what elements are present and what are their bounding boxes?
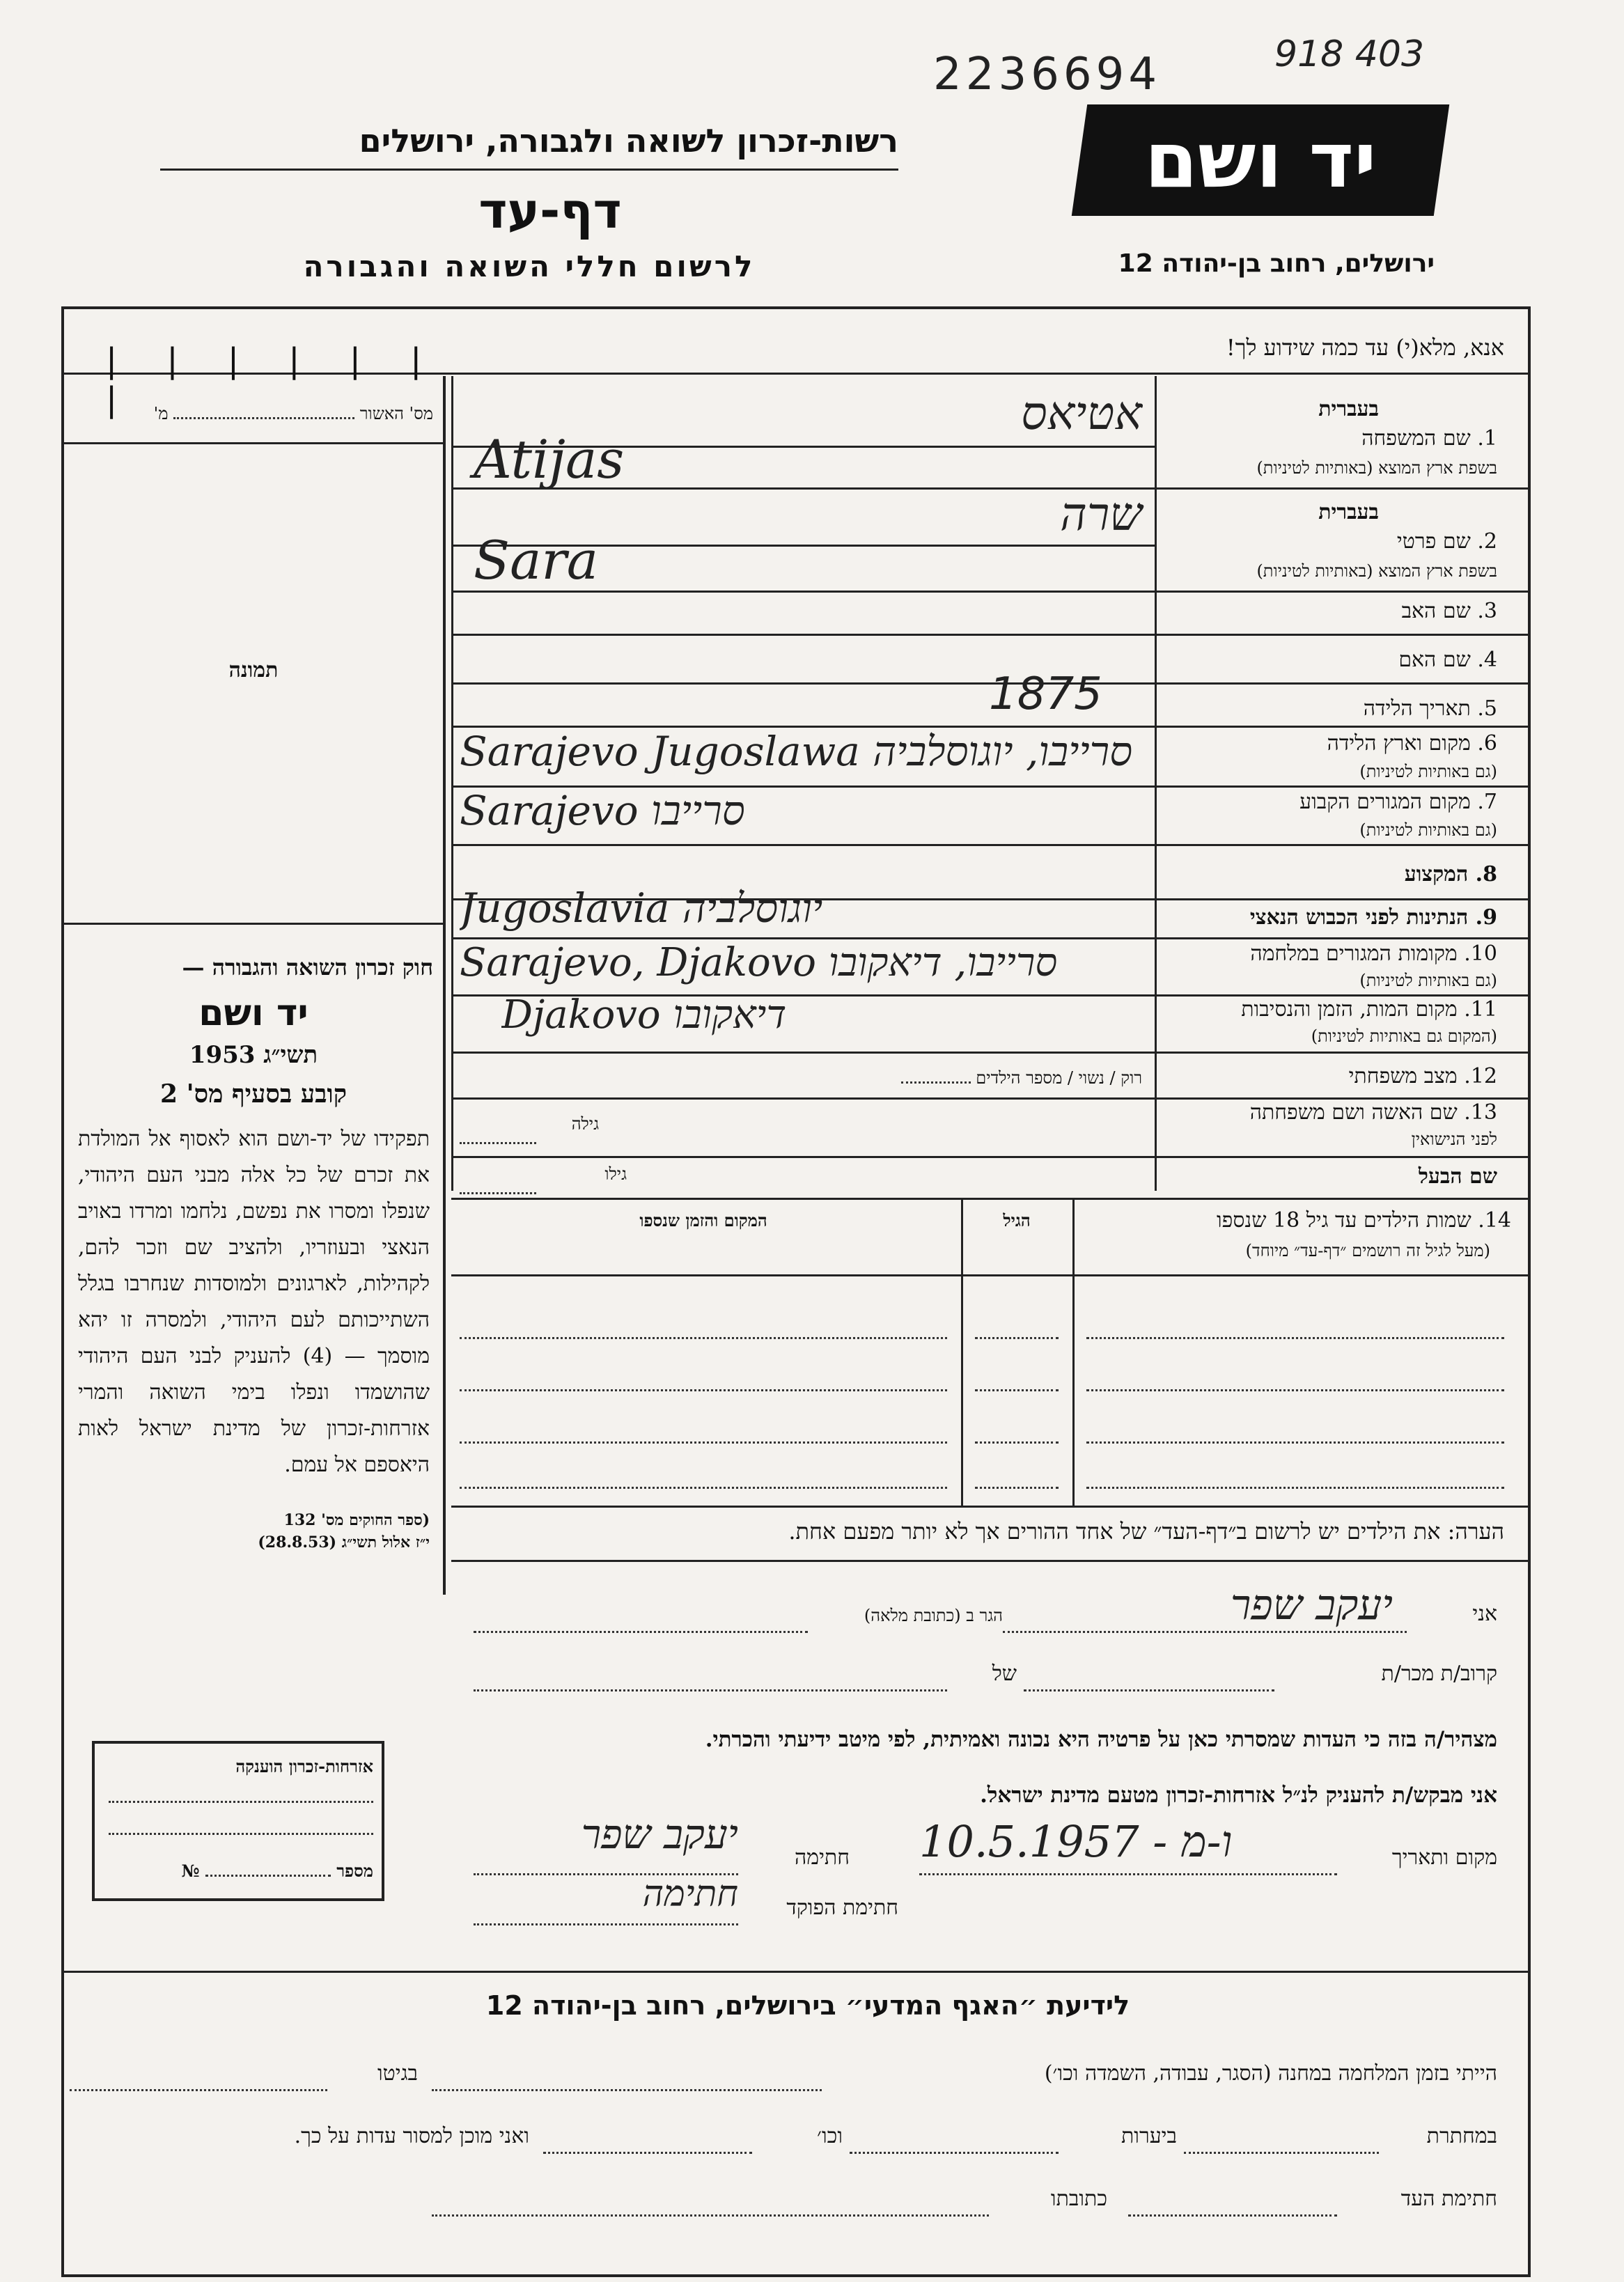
field-1-num: 1.: [1477, 426, 1497, 451]
field-6-text: מקום וארץ הלידה: [1327, 731, 1471, 756]
field-7-sub: (גם באותיות לטיניות): [1359, 820, 1497, 840]
field-13-label: [1163, 1100, 1497, 1125]
footer-address-label: כתובתו: [1050, 2187, 1107, 2211]
law-ref-2: י״ז אלול תשי״ג (28.8.53): [258, 1533, 430, 1552]
husband-name-label: שם הבעל: [1418, 1164, 1497, 1189]
law-section: קובע בסעיף מס' 2: [160, 1079, 347, 1109]
field-10-text: מקומות המגורים במלחמה: [1250, 941, 1458, 966]
field-13-age-label: גילה: [571, 1114, 599, 1134]
approval-number-label: [71, 404, 433, 424]
officer-signature-label: חתימת הפוקד: [786, 1896, 898, 1920]
field-11-value[interactable]: Djakovo דיאקובו: [501, 992, 787, 1038]
field-6-sub: (גם באותיות לטיניות): [1359, 762, 1497, 781]
field-7-label: [1163, 790, 1497, 814]
field-1-value-hebrew[interactable]: אטיאס: [1021, 386, 1142, 440]
field-1-lang: בעברית: [1318, 397, 1379, 421]
field-12-extra: [669, 1068, 1142, 1088]
field-11-sub: (המקום גם באותיות לטיניות): [1311, 1026, 1497, 1046]
form-title: דף-עד: [478, 182, 622, 240]
field-5-label: [1163, 696, 1497, 721]
field-13-sub: לפני הנישואין: [1411, 1130, 1497, 1149]
field-10-sub: (גם באותיות לטיניות): [1359, 971, 1497, 990]
field-10-num: 10.: [1464, 941, 1497, 966]
husband-age-label: גילו: [604, 1164, 627, 1184]
law-year: תשי״ג 1953: [189, 1041, 318, 1069]
certificate-title: אזרחות-זכרון הוענקה: [235, 1756, 373, 1776]
field-12-text: מצב משפחתי: [1348, 1064, 1458, 1088]
field-1-label: [1163, 426, 1497, 451]
field-7-value[interactable]: Sarajevo סרייבו: [460, 787, 745, 834]
field-1-value-latin[interactable]: Atijas: [474, 428, 625, 490]
footer-forests-label: ביערות: [1121, 2124, 1177, 2148]
law-ref-1: (ספר החוקים מס' 132: [283, 1511, 430, 1529]
witness-signature[interactable]: יעקב שפר: [581, 1811, 738, 1858]
law-text: תפקידו של יד-ושם הוא לאסוף אל המולדת את זכרם של כל אלה מבני העם היהודי, שנפלו ומסרו את נפשם, נלחמו ומרדו באויב הנאצי ובעוזריו, ולהציב שם וזכר להם, לקהילות, לארגונים ולמוסדות שנחרבו בגלל השתייכותם לעם היהודי, ולמסרה זו יהא מוסמך — (4) להעניק לבני העם היהודי שהושמדו ונפלו בימי השואה והמרי אזרחות-זכרון של מדינת ישראל לאות היאספם אל עמם.: [78, 1127, 430, 1477]
field-2-lang: בעברית: [1318, 500, 1379, 524]
field-7-num: 7.: [1477, 790, 1497, 814]
field-4-text: שם האם: [1398, 648, 1471, 672]
field-1-text: שם המשפחה: [1361, 426, 1471, 451]
field-2-value-hebrew[interactable]: שרה: [1060, 487, 1142, 541]
field-2-value-latin[interactable]: Sara: [474, 529, 599, 591]
field-6-num: 6.: [1477, 731, 1497, 756]
sidebar: [64, 341, 446, 1595]
witness-declaration: מצהיר/ה בזה כי העדות שמסרתי כאן על פרטיה היא נכונה ואמיתית, לפי מיטב ידיעתי והכרתי.: [705, 1727, 1497, 1752]
footer-ready-label: ואני מוכן למסור עדות על כך.: [294, 2124, 529, 2148]
witness-request: אני מבקש/ת להעניק לנ״ל אזרחות-זכרון מטעם מדינת ישראל.: [980, 1783, 1497, 1808]
field-5-num: 5.: [1477, 696, 1497, 721]
law-name: יד ושם: [198, 992, 309, 1034]
field-8-num: 8.: [1475, 862, 1497, 886]
witness-relative-label: קרוב/ת מכר/ת: [1381, 1662, 1497, 1686]
field-8-label: [1163, 862, 1497, 886]
children-age-header: הגיל: [1003, 1210, 1031, 1230]
children-text: שמות הילדים עד גיל 18 שנספו: [1217, 1208, 1471, 1233]
intro-text: אנא, מלא(י) עד כמה שידוע לך!: [1226, 334, 1504, 361]
witness-of-label: של: [992, 1662, 1017, 1686]
footer-etc-label: וכו׳: [817, 2124, 843, 2148]
field-3-text: שם האב: [1401, 599, 1471, 623]
field-9-num: 9.: [1475, 905, 1497, 930]
certificate-number-label: מספר: [336, 1861, 373, 1881]
certificate-number: [102, 1861, 373, 1882]
field-3-label: [1163, 599, 1497, 623]
field-9-text: הנתינות לפני הכבוש הנאצי: [1249, 905, 1469, 930]
children-label: [1079, 1208, 1511, 1233]
stamp-number-2: 918 403: [1274, 33, 1425, 75]
children-sub: (מעל לגיל זה רושמים ״דף-עד״ מיוחד): [1245, 1241, 1490, 1260]
field-12-label: [1163, 1064, 1497, 1088]
field-11-num: 11.: [1464, 997, 1497, 1022]
field-11-text: מקום המות, הזמן והנסיבות: [1241, 997, 1458, 1022]
children-note: הערה: את הילדים יש לרשום ב״דף-העד״ של אחד ההורים אך לא יותר מפעם אחת.: [788, 1518, 1504, 1545]
sidebar-ticks: | | | | | | |: [106, 341, 442, 419]
footer-witness-signature-label: חתימת העד: [1400, 2187, 1497, 2211]
field-4-num: 4.: [1477, 648, 1497, 672]
field-10-label: [1163, 941, 1497, 966]
form-subtitle: לרשום חללי השואה והגבורה: [303, 249, 756, 283]
stamp-number: 2236694: [933, 49, 1162, 100]
footer-underground-label: במחתרת: [1426, 2124, 1497, 2148]
logo-text: יד ושם: [1144, 116, 1377, 205]
place-date-label: מקום ותאריך: [1391, 1845, 1497, 1870]
children-place-header: המקום והזמן שנספו: [639, 1210, 767, 1230]
certificate-box: [92, 1741, 384, 1901]
field-13-text: שם האשה ושם משפחתה: [1249, 1100, 1458, 1125]
field-9-value[interactable]: Jugoslavia יוגוסלביה: [460, 884, 823, 932]
witness-name[interactable]: יעקב שפר: [1230, 1581, 1393, 1630]
field-13-num: 13.: [1464, 1100, 1497, 1125]
field-3-num: 3.: [1477, 599, 1497, 623]
field-1-sub: בשפת ארץ המוצא (באותיות לטיניות): [1256, 458, 1497, 478]
field-2-sub: בשפת ארץ המוצא (באותיות לטיניות): [1256, 561, 1497, 581]
place-date-value[interactable]: 10.5.1957 - ו-מ: [919, 1816, 1233, 1867]
footer-camp-label: הייתי בזמן המלחמה במחנה (הסגר, עבודה, השמדה וכו׳): [1044, 2061, 1497, 2086]
field-6-label: [1163, 731, 1497, 756]
marital-status-options: רוק / נשוי / מספר הילדים: [976, 1068, 1142, 1088]
field-5-value[interactable]: 1875: [989, 669, 1102, 720]
field-5-text: תאריך הלידה: [1363, 696, 1471, 721]
field-12-num: 12.: [1464, 1064, 1497, 1088]
signature-label: חתימה: [795, 1845, 850, 1870]
field-2-text: שם פרטי: [1396, 529, 1471, 554]
footer-heading: לידיעת ״האגף המדעי״ בירושלים, רחוב בן-יהודה 12: [485, 1990, 1130, 2021]
witness-i-label: אני: [1472, 1602, 1497, 1626]
officer-signature[interactable]: חתימה: [642, 1873, 738, 1915]
law-title: חוק זכרון השואה והגבורה —: [182, 954, 433, 980]
certificate-number-suffix: №: [181, 1861, 200, 1881]
field-11-label: [1163, 997, 1497, 1022]
field-6-value[interactable]: Sarajevo Jugoslawa סרייבו, יוגוסלביה: [460, 728, 1133, 775]
org-line: רשות-זכרון לשואה ולגבורה, ירושלים: [359, 122, 898, 159]
photo-label: תמונה: [228, 658, 279, 682]
footer-ghetto-label: בגיטו: [377, 2061, 418, 2086]
field-2-label: [1163, 529, 1497, 554]
field-8-text: המקצוע: [1404, 862, 1469, 886]
yad-vashem-logo: [1072, 104, 1449, 216]
witness-address-label: הגר ב (כתובת מלאה): [864, 1606, 1003, 1625]
field-4-label: [1163, 648, 1497, 672]
children-num: 14.: [1478, 1208, 1511, 1233]
field-7-text: מקום המגורים הקבוע: [1299, 790, 1471, 814]
approval-suffix: מ': [153, 404, 169, 423]
field-10-value[interactable]: Sarajevo, Djakovo סרייבו, דיאקובו: [460, 940, 1058, 985]
header-address: ירושלים, רחוב בן-יהודה 12: [1118, 249, 1435, 278]
field-2-num: 2.: [1477, 529, 1497, 554]
field-9-label: [1163, 905, 1497, 930]
approval-label: מס' האשור: [359, 404, 433, 423]
